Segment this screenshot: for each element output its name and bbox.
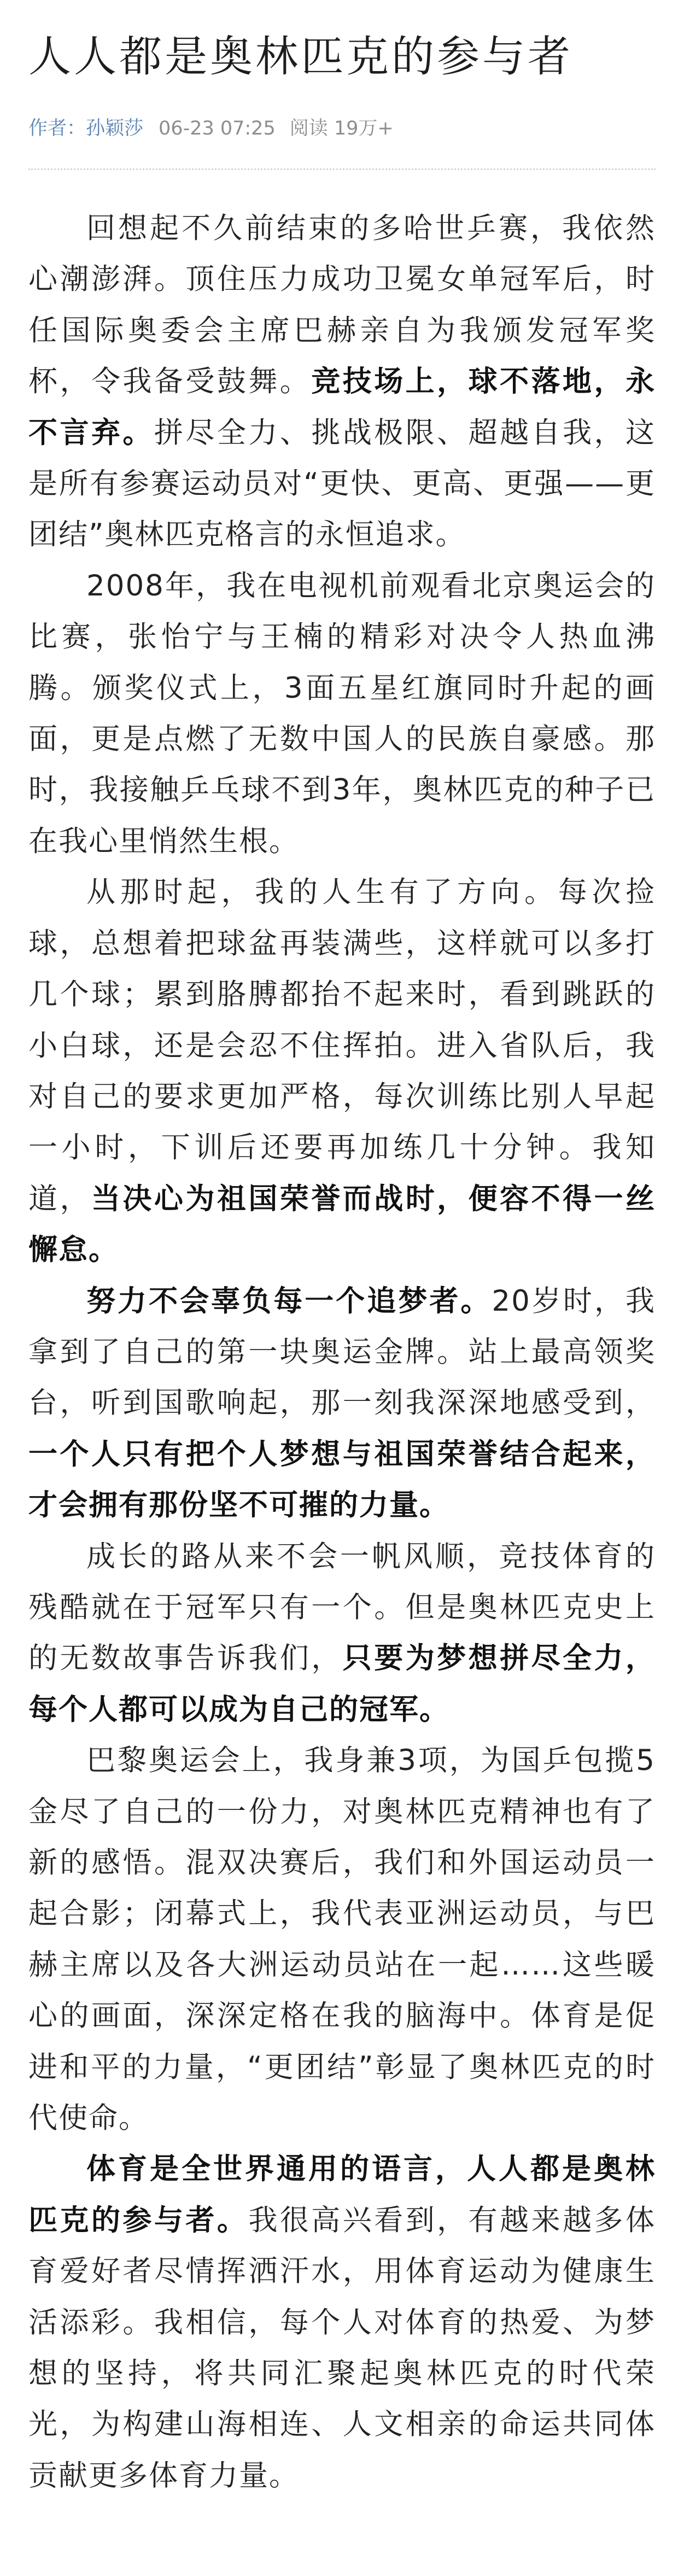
body-text: 我很高兴看到，有越来越多体育爱好者尽情挥洒汗水，用体育运动为健康生活添彩。我相信，每个人对体育的热爱、为梦想的坚持，将共同汇聚起奥林匹克的时代荣光，为构建山海相连、人文相亲的命运共同体贡献更多体育力量。: [28, 2203, 656, 2492]
publish-date: 06-23 07:25: [159, 118, 276, 139]
article-paragraph: [28, 2143, 656, 2501]
reads-label: 阅读: [289, 118, 328, 139]
body-text: 成长的路从来不会一帆风顺，竞技体育的残酷就在于冠军只有一个。但是奥林匹克史上的无数故事告诉我们，: [28, 1539, 656, 1675]
article-paragraph: [28, 1531, 656, 1736]
article-paragraph: [28, 203, 656, 560]
meta-divider: [28, 168, 656, 170]
bold-text: 一个人只有把个人梦想与祖国荣誉结合起来，才会拥有那份坚不可摧的力量。: [28, 1437, 656, 1522]
body-text: 回想起不久前结束的多哈世乒赛，我依然心潮澎湃。顶住压力成功卫冕女单冠军后，时任国际奥委会主席巴赫亲自为我颁发冠军奖杯，令我备受鼓舞。: [28, 212, 656, 399]
article-title: 人人都是奥林匹克的参与者: [28, 32, 574, 81]
article-paragraph: [28, 1735, 656, 2143]
bold-text: 当决心为祖国荣誉而战时，便容不得一丝懈怠。: [28, 1182, 656, 1267]
article-meta: [28, 114, 656, 143]
body-text: 20岁时，我拿到了自己的第一块奥运金牌。站上最高领奖台，听到国歌响起，那一刻我深深地感受到，: [28, 1284, 656, 1420]
author-prefix: 作者：: [28, 118, 86, 139]
bold-text: 竞技场上，球不落地，永不言弃。: [28, 365, 656, 449]
reads-count: 19万+: [334, 118, 394, 139]
article-paragraph: [28, 867, 656, 1275]
body-text: 巴黎奥运会上，我身兼3项，为国乒包揽5金尽了自己的一份力，对奥林匹克精神也有了新的感悟。混双决赛后，我们和外国运动员一起合影；闭幕式上，我代表亚洲运动员，与巴赫主席以及各大洲运动员站在一起……这些暖心的画面，深深定格在我的脑海中。体育是促进和平的力量，“更团结”彰显了奥林匹克的时代使命。: [28, 1744, 656, 2135]
bold-text: 体育是全世界通用的语言，人人都是奥林匹克的参与者。: [28, 2152, 656, 2237]
article-paragraph: [28, 1276, 656, 1531]
article-paragraph: [28, 560, 656, 867]
body-text: 从那时起，我的人生有了方向。每次捡球，总想着把球盆再装满些，这样就可以多打几个球；累到胳膊都抬不起来时，看到跳跃的小白球，还是会忍不住挥拍。进入省队后，我对自己的要求更加严格，每次训练比别人早起一小时，下训后还要再加练几十分钟。我知道，: [28, 875, 656, 1216]
body-text: 2008年，我在电视机前观看北京奥运会的比赛，张怡宁与王楠的精彩对决令人热血沸腾。颁奖仪式上，3面五星红旗同时升起的画面，更是点燃了无数中国人的民族自豪感。那时，我接触乒乓球不到3年，奥林匹克的种子已在我心里悄然生根。: [28, 569, 656, 858]
article-body: [28, 203, 656, 2501]
body-text: 拼尽全力、挑战极限、超越自我，这是所有参赛运动员对“更快、更高、更强——更团结”奥林匹克格言的永恒追求。: [28, 416, 656, 552]
author-link[interactable]: 孙颖莎: [86, 118, 144, 139]
bold-text: 只要为梦想拼尽全力，每个人都可以成为自己的冠军。: [28, 1642, 656, 1726]
bold-text: 努力不会辜负每一个追梦者。: [86, 1284, 492, 1318]
